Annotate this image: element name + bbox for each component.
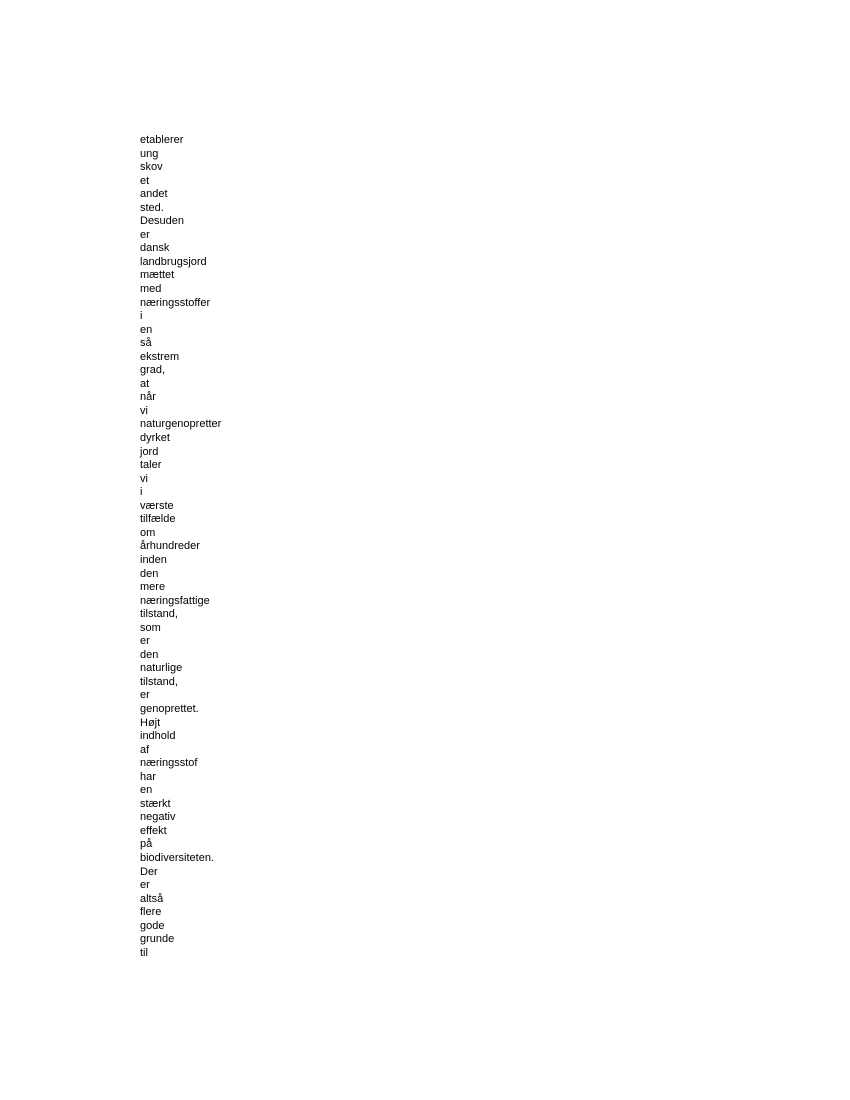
text-line: indhold xyxy=(140,730,176,743)
text-line: vi xyxy=(140,404,148,417)
text-line: altså xyxy=(140,892,164,905)
text-line: en xyxy=(140,323,153,336)
text-line: så xyxy=(140,337,152,350)
text-line: tilfælde xyxy=(140,513,176,526)
text-line: flere xyxy=(140,906,162,919)
text-line: værste xyxy=(140,499,174,512)
text-line: er xyxy=(140,689,150,702)
text-line: at xyxy=(140,377,150,390)
text-line: landbrugsjord xyxy=(140,255,207,268)
text-line: i xyxy=(140,310,143,323)
text-line: den xyxy=(140,648,159,661)
text-line: Desuden xyxy=(140,215,185,228)
text-line: negativ xyxy=(140,811,176,824)
text-line: et xyxy=(140,174,150,187)
text-line: skov xyxy=(140,161,163,174)
text-line: med xyxy=(140,283,162,296)
text-line: dansk xyxy=(140,242,170,255)
text-line: taler xyxy=(140,459,162,472)
text-line: i xyxy=(140,486,143,499)
text-line: inden xyxy=(140,553,167,566)
text-line: er xyxy=(140,228,150,241)
text-line: til xyxy=(140,946,148,959)
text-line: er xyxy=(140,879,150,892)
text-line: jord xyxy=(140,445,159,458)
text-line: genoprettet. xyxy=(140,702,199,715)
text-line: ekstrem xyxy=(140,350,180,363)
text-line: effekt xyxy=(140,824,167,837)
text-line: den xyxy=(140,567,159,580)
text-line: stærkt xyxy=(140,797,171,810)
text-line: andet xyxy=(140,188,168,201)
text-line: vi xyxy=(140,472,148,485)
text-line: som xyxy=(140,621,161,634)
text-line: Der xyxy=(140,865,158,878)
text-line: er xyxy=(140,635,150,648)
text-line: af xyxy=(140,743,150,756)
text-line: næringsstoffer xyxy=(140,296,211,309)
text-line: grad, xyxy=(140,364,166,377)
text-line: mere xyxy=(140,581,166,594)
text-line: sted. xyxy=(140,201,164,214)
text-line: en xyxy=(140,784,153,797)
text-line: dyrket xyxy=(140,432,170,445)
text-line: tilstand, xyxy=(140,608,178,621)
text-line: naturgenopretter xyxy=(140,418,222,431)
text-line: næringsfattige xyxy=(140,594,210,607)
text-line: gode xyxy=(140,919,165,932)
text-line: mættet xyxy=(140,269,175,282)
text-line: næringsstof xyxy=(140,757,198,770)
text-line: etablerer xyxy=(140,134,184,146)
text-line: når xyxy=(140,391,156,404)
text-line: biodiversiteten. xyxy=(140,851,214,864)
text-line: har xyxy=(140,770,156,783)
text-line: grunde xyxy=(140,933,175,946)
text-line: ung xyxy=(140,147,159,160)
text-line: på xyxy=(140,838,153,851)
text-line: tilstand, xyxy=(140,675,178,688)
text-line: Højt xyxy=(140,716,161,729)
text-line: naturlige xyxy=(140,662,183,675)
text-line: om xyxy=(140,526,156,539)
text-column xyxy=(140,134,221,960)
text-line: århundreder xyxy=(140,540,200,553)
